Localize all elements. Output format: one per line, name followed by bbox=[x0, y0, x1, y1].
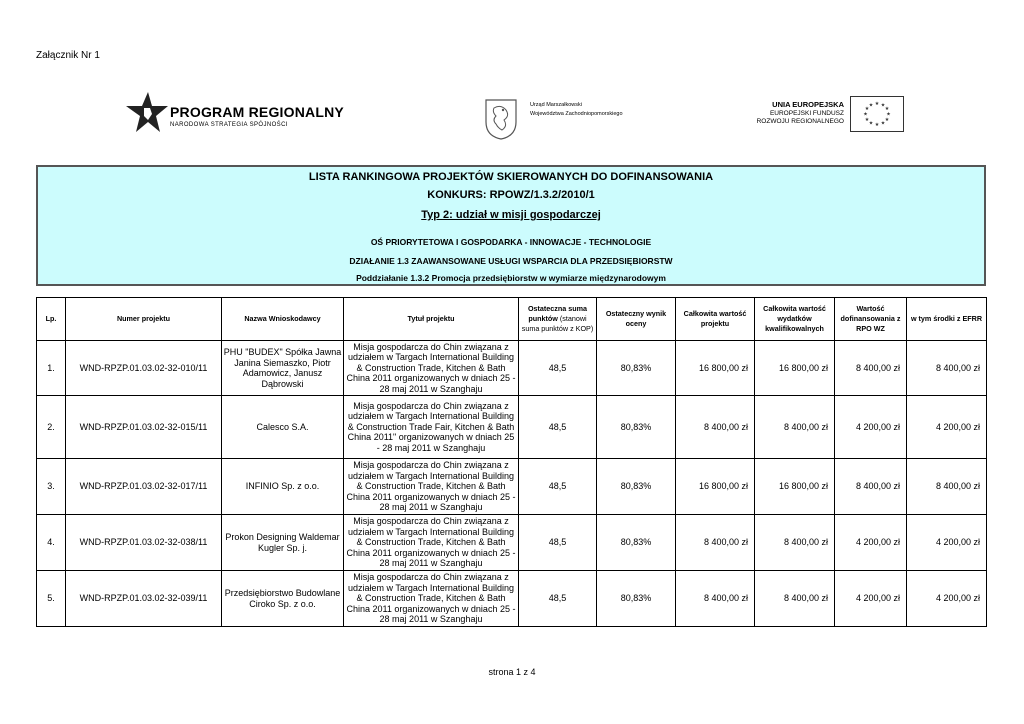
col-score-bold: Ostateczna suma punktów bbox=[527, 304, 588, 323]
cell-total: 8 400,00 zł bbox=[676, 571, 755, 627]
program-regionalny-logo bbox=[122, 92, 344, 136]
cell-number: WND-RPZP.01.03.02-32-039/11 bbox=[66, 571, 222, 627]
ranking-table bbox=[36, 297, 987, 627]
eu-line2: EUROPEJSKI FUNDUSZ bbox=[769, 110, 844, 117]
svg-text:★: ★ bbox=[874, 122, 880, 128]
table-row bbox=[37, 396, 987, 459]
svg-text:★: ★ bbox=[863, 111, 868, 118]
cell-applicant: INFINIO Sp. z o.o. bbox=[222, 459, 344, 515]
cell-eligible: 8 400,00 zł bbox=[755, 396, 835, 459]
col-result: Ostateczny wynik oceny bbox=[597, 298, 676, 341]
star-emblem-icon bbox=[122, 92, 172, 136]
cell-applicant: Calesco S.A. bbox=[222, 396, 344, 459]
cell-title: Misja gospodarcza do Chin związana z udziałem w Targach International Building & Construction Trade, Kitchen & Bath China 2011 organizowanych w dniach 25 - 28 maj 2011 w Szanghaju bbox=[344, 571, 519, 627]
cell-funding: 8 400,00 zł bbox=[835, 459, 907, 515]
urzad-marszalkowski-logo bbox=[484, 98, 634, 142]
svg-text:★: ★ bbox=[864, 106, 870, 112]
cell-applicant: Prokon Designing Waldemar Kugler Sp. j. bbox=[222, 515, 344, 571]
col-efrr: w tym środki z EFRR bbox=[907, 298, 987, 341]
logo-mid-line1: Urząd Marszałkowski bbox=[530, 102, 582, 108]
cell-efrr: 4 200,00 zł bbox=[907, 515, 987, 571]
table-row bbox=[37, 459, 987, 515]
eu-line3: ROZWOJU REGIONALNEGO bbox=[756, 118, 844, 125]
cell-eligible: 8 400,00 zł bbox=[755, 571, 835, 627]
col-funding: Wartość dofinansowania z RPO WZ bbox=[835, 298, 907, 341]
svg-text:★: ★ bbox=[880, 120, 886, 127]
cell-result: 80,83% bbox=[597, 515, 676, 571]
cell-number: WND-RPZP.01.03.02-32-017/11 bbox=[66, 459, 222, 515]
cell-result: 80,83% bbox=[597, 571, 676, 627]
page-number: strona 1 z 4 bbox=[488, 667, 536, 677]
cell-efrr: 4 200,00 zł bbox=[907, 571, 987, 627]
action-name: DZIAŁANIE 1.3 ZAAWANSOWANE USŁUGI WSPARCIA DLA PRZEDSIĘBIORSTW bbox=[349, 256, 673, 266]
col-score-note: (stanowi suma punktów z KOP) bbox=[521, 314, 594, 333]
cell-total: 16 800,00 zł bbox=[676, 341, 755, 396]
cell-lp: 3. bbox=[37, 459, 66, 515]
col-applicant: Nazwa Wnioskodawcy bbox=[222, 298, 344, 341]
table-header-row bbox=[37, 298, 987, 341]
col-eligible: Całkowita wartość wydatków kwalifikowalnych bbox=[755, 298, 835, 341]
cell-lp: 2. bbox=[37, 396, 66, 459]
cell-result: 80,83% bbox=[597, 459, 676, 515]
cell-title: Misja gospodarcza do Chin związana z udziałem w Targach International Building & Construction Trade, Kitchen & Bath China 2011 organizowanych w dniach 25 - 28 maj 2011 w Szanghaju bbox=[344, 515, 519, 571]
cell-lp: 5. bbox=[37, 571, 66, 627]
list-title: LISTA RANKINGOWA PROJEKTÓW SKIEROWANYCH DO DOFINANSOWANIA bbox=[308, 171, 714, 183]
subaction-name: Poddziałanie 1.3.2 Promocja przedsiębiorstw w wymiarze międzynarodowym bbox=[356, 273, 666, 283]
cell-score: 48,5 bbox=[519, 571, 597, 627]
cell-eligible: 8 400,00 zł bbox=[755, 515, 835, 571]
svg-text:★: ★ bbox=[868, 120, 874, 127]
svg-text:★: ★ bbox=[884, 117, 890, 123]
cell-title: Misja gospodarcza do Chin związana z udziałem w Targach International Building & Construction Trade Fair, Kitchen & Bath China 2011" organizowanych w dniach 25 - 28 maj 2011 w Szanghaju bbox=[344, 396, 519, 459]
eu-logo bbox=[748, 94, 908, 134]
logo-left-title: PROGRAM REGIONALNY bbox=[170, 104, 344, 120]
griffin-crest-icon bbox=[484, 98, 518, 140]
cell-result: 80,83% bbox=[597, 341, 676, 396]
cell-number: WND-RPZP.01.03.02-32-015/11 bbox=[66, 396, 222, 459]
eu-flag-icon bbox=[850, 96, 904, 132]
col-number: Numer projektu bbox=[66, 298, 222, 341]
logo-left-subtitle: NARODOWA STRATEGIA SPÓJNOŚCI bbox=[170, 122, 288, 128]
cell-eligible: 16 800,00 zł bbox=[755, 459, 835, 515]
cell-total: 8 400,00 zł bbox=[676, 515, 755, 571]
svg-text:★: ★ bbox=[864, 117, 870, 123]
cell-applicant: PHU "BUDEX" Spółka Jawna Janina Siemaszko, Piotr Adamowicz, Janusz Dąbrowski bbox=[222, 341, 344, 396]
cell-efrr: 4 200,00 zł bbox=[907, 396, 987, 459]
project-type: Typ 2: udział w misji gospodarczej bbox=[421, 209, 601, 221]
cell-score: 48,5 bbox=[519, 341, 597, 396]
cell-funding: 8 400,00 zł bbox=[835, 341, 907, 396]
svg-text:★: ★ bbox=[886, 111, 891, 118]
table-row bbox=[37, 571, 987, 627]
cell-efrr: 8 400,00 zł bbox=[907, 341, 987, 396]
cell-funding: 4 200,00 zł bbox=[835, 571, 907, 627]
svg-text:★: ★ bbox=[884, 106, 890, 112]
cell-funding: 4 200,00 zł bbox=[835, 396, 907, 459]
cell-number: WND-RPZP.01.03.02-32-038/11 bbox=[66, 515, 222, 571]
col-lp: Lp. bbox=[37, 298, 66, 341]
contest-code: KONKURS: RPOWZ/1.3.2/2010/1 bbox=[427, 189, 595, 201]
table-row bbox=[37, 341, 987, 396]
cell-eligible: 16 800,00 zł bbox=[755, 341, 835, 396]
table-row bbox=[37, 515, 987, 571]
cell-applicant: Przedsiębiorstwo Budowlane Ciroko Sp. z o.o. bbox=[222, 571, 344, 627]
cell-total: 16 800,00 zł bbox=[676, 459, 755, 515]
cell-title: Misja gospodarcza do Chin związana z udziałem w Targach International Building & Construction Trade, Kitchen & Bath China 2011 organizowanych w dniach 25 - 28 maj 2011 w Szanghaju bbox=[344, 341, 519, 396]
cell-funding: 4 200,00 zł bbox=[835, 515, 907, 571]
cell-total: 8 400,00 zł bbox=[676, 396, 755, 459]
col-score bbox=[519, 298, 597, 341]
cell-lp: 4. bbox=[37, 515, 66, 571]
cell-result: 80,83% bbox=[597, 396, 676, 459]
col-total: Całkowita wartość projektu bbox=[676, 298, 755, 341]
cell-number: WND-RPZP.01.03.02-32-010/11 bbox=[66, 341, 222, 396]
cell-efrr: 8 400,00 zł bbox=[907, 459, 987, 515]
logo-mid-line2: Województwa Zachodniopomorskiego bbox=[530, 111, 623, 117]
svg-text:★: ★ bbox=[880, 102, 886, 109]
cell-score: 48,5 bbox=[519, 396, 597, 459]
svg-text:★: ★ bbox=[874, 101, 880, 107]
cell-score: 48,5 bbox=[519, 459, 597, 515]
cell-title: Misja gospodarcza do Chin związana z udziałem w Targach International Building & Construction Trade, Kitchen & Bath China 2011 organizowanych w dniach 25 - 28 maj 2011 w Szanghaju bbox=[344, 459, 519, 515]
annex-label: Załącznik Nr 1 bbox=[36, 50, 100, 61]
priority-axis: OŚ PRIORYTETOWA I GOSPODARKA - INNOWACJE - TECHNOLOGIE bbox=[370, 237, 652, 247]
cell-lp: 1. bbox=[37, 341, 66, 396]
list-header-box bbox=[36, 165, 986, 286]
eu-line1: UNIA EUROPEJSKA bbox=[772, 100, 844, 109]
cell-score: 48,5 bbox=[519, 515, 597, 571]
svg-text:★: ★ bbox=[868, 102, 874, 109]
col-title: Tytuł projektu bbox=[344, 298, 519, 341]
